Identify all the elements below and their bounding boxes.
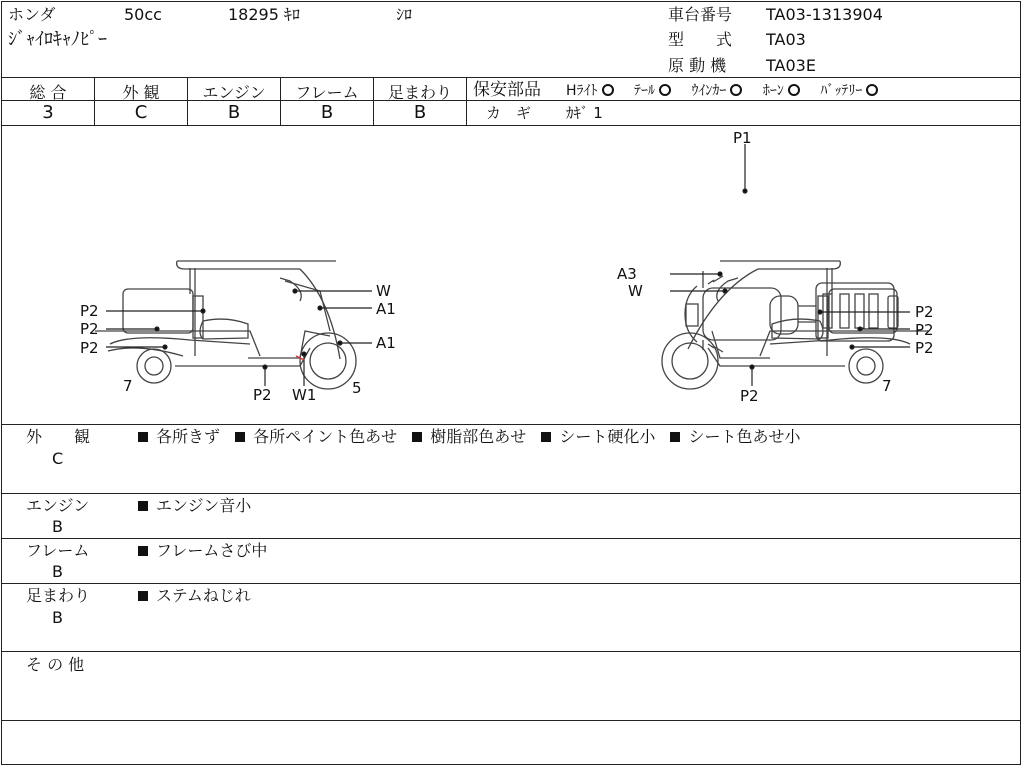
remark-engine-items: エンジン音小 [138,497,251,515]
remark-frame-grade: B [52,562,63,581]
label-p1: P1 [733,129,752,147]
model-name: ｼﾞｬｲﾛｷｬﾉﾋﾟｰ [8,29,107,50]
remark-divider [1,493,1021,494]
remark-suspension-title: 足まわり [26,586,91,605]
grade-header-exterior: 外 観 [122,83,160,102]
remark-suspension-items: ステムねじれ [138,587,251,605]
engine-value: TA03E [766,56,816,75]
remark-exterior-items: 各所きず 各所ペイント色あせ 樹脂部色あせ シート硬化小 シート色あせ小 [138,428,800,446]
grade-value-frame: B [320,102,334,123]
ok-mark-icon [866,84,878,96]
grade-value-exterior: C [134,102,148,123]
remark-frame-items: フレームさび中 [138,542,267,560]
grade-header-frame: フレーム [295,83,359,102]
remark-divider [1,583,1021,584]
frame-no-label: 車台番号 [668,5,733,24]
remark-divider [1,538,1021,539]
remark-engine-title: エンジン [26,496,90,515]
remark-exterior-grade: C [52,449,64,468]
ok-mark-icon [602,84,614,96]
grade-header-overall: 総 合 [29,83,67,102]
remark-other-title: そ の 他 [26,655,85,674]
label-p2-left4: P2 [253,386,272,404]
ok-mark-icon [730,84,742,96]
label-7-left: 7 [123,377,133,395]
label-a1-left: A1 [376,300,396,318]
remark-engine-grade: B [52,517,63,536]
key-label: カ ギ [486,104,532,122]
label-p2-right4: P2 [740,387,759,405]
label-p2-right3: P2 [915,339,934,357]
maker: ホンダ [8,5,56,24]
color: ｼﾛ [396,5,413,24]
label-w1: W1 [292,386,317,404]
grade-value-suspension: B [413,102,427,123]
label-p2-right2: P2 [915,321,934,339]
safety-label: 保安部品 [473,80,541,100]
remark-divider [1,651,1021,652]
key-value: ｶｷﾞ 1 [566,104,603,122]
label-5: 5 [352,379,362,397]
header-divider [1,77,1021,78]
grade-header-suspension: 足まわり [387,83,452,102]
remark-divider [1,720,1021,721]
grade-value-overall: 3 [42,102,54,123]
mileage: 18295 ｷﾛ [228,5,300,24]
label-a1-left2: A1 [376,334,396,352]
label-p2-left1: P2 [80,302,99,320]
label-a3: A3 [617,265,637,283]
remark-suspension-grade: B [52,608,63,627]
type-label: 型 式 [668,30,733,49]
grade-value-engine: B [227,102,241,123]
displacement: 50cc [124,5,162,24]
grade-header-engine: エンジン [202,83,266,102]
frame-no: TA03-1313904 [766,5,883,24]
engine-label: 原 動 機 [668,56,727,75]
remark-exterior-title: 外 観 [26,427,91,446]
label-p2-left2: P2 [80,320,99,338]
left-side-scooter [95,261,356,389]
ok-mark-icon [788,84,800,96]
label-w-left: W [376,282,391,300]
ok-mark-icon [659,84,671,96]
diagram-divider [1,424,1021,425]
type-value: TA03 [766,30,806,49]
label-p2-left3: P2 [80,339,99,357]
grid-line [466,78,467,125]
label-7-right: 7 [882,377,892,395]
label-p2-right1: P2 [915,303,934,321]
label-w-right: W [628,282,643,300]
remark-frame-title: フレーム [26,541,90,560]
damage-diagram [0,126,1024,424]
safety-item: Hﾗｲﾄ ﾃｰﾙ ｳｲﾝｶｰ ﾎｰﾝ ﾊﾞｯﾃﾘｰ [566,82,894,100]
